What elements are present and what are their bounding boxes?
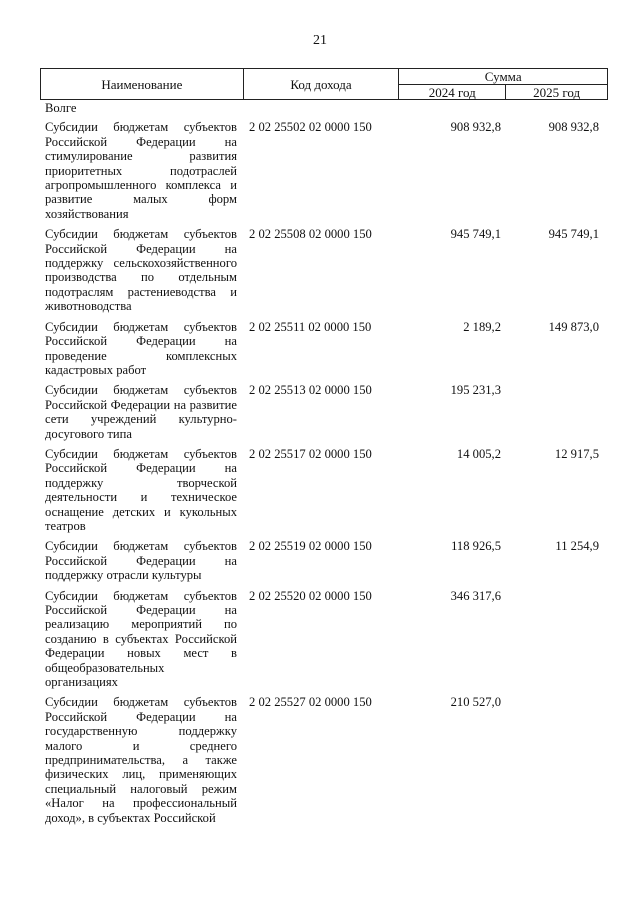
header-year-2025: 2025 год <box>506 85 608 100</box>
row-2025 <box>501 589 599 690</box>
table-header <box>40 68 608 100</box>
row-name: Субсидии бюджетам субъектов Российской Федерации на развитие сети учреждений культурно-досугового типа <box>45 383 237 441</box>
row-2025: 12 917,5 <box>554 446 599 461</box>
table-row <box>45 120 605 221</box>
row-2025: 945 749,1 <box>548 227 599 242</box>
header-sum: Сумма <box>399 69 608 85</box>
header-name: Наименование <box>41 69 244 100</box>
page-number: 21 <box>313 33 327 48</box>
row-code: 2 02 25519 02 0000 150 <box>249 539 372 554</box>
table-row <box>45 447 605 533</box>
row-2024: 14 005,2 <box>456 446 501 461</box>
row-name: Субсидии бюджетам субъектов Российской Федерации на реализацию мероприятий по созданию в субъектах Российской Федерации новых мест в общеобразовательных организациях <box>45 588 237 690</box>
row-code: 2 02 25517 02 0000 150 <box>249 446 372 461</box>
row-code: 2 02 25513 02 0000 150 <box>249 383 372 398</box>
row-2024: 118 926,5 <box>451 539 501 554</box>
row-name: Субсидии бюджетам субъектов Российской Федерации на поддержку сельскохозяйственного производства по отдельным подотраслям растениеводства и животноводства <box>45 227 237 314</box>
row-name: Субсидии бюджетам субъектов Российской Федерации на стимулирование развития приоритетных подотраслей агропромышленного комплекса и развитие малых форм хозяйствования <box>45 120 237 221</box>
row-name: Субсидии бюджетам субъектов Российской Федерации на государственную поддержку малого и среднего предпринимательства, а также физических лиц, применяющих специальный налоговый режим «Налог на профессиональный доход», в субъектах Российской <box>45 695 237 825</box>
row-2025: 908 932,8 <box>548 120 599 135</box>
table-row <box>45 383 605 441</box>
table-row <box>45 695 605 825</box>
continuation-text: Волге <box>45 101 77 115</box>
header-year-2024: 2024 год <box>399 85 506 100</box>
row-name: Субсидии бюджетам субъектов Российской Федерации на проведение комплексных кадастровых работ <box>45 319 237 377</box>
row-2024: 2 189,2 <box>463 319 501 334</box>
row-name: Субсидии бюджетам субъектов Российской Федерации на поддержку творческой деятельности и техническое оснащение детских и кукольных театров <box>45 446 237 533</box>
row-2025 <box>501 383 599 441</box>
table-row <box>45 320 605 378</box>
row-code: 2 02 25511 02 0000 150 <box>249 319 372 334</box>
row-code: 2 02 25508 02 0000 150 <box>249 227 372 242</box>
continuation-row <box>45 101 605 115</box>
table-row <box>45 589 605 690</box>
row-code: 2 02 25520 02 0000 150 <box>249 588 372 603</box>
table-row <box>45 539 605 582</box>
table-body <box>45 101 605 831</box>
row-2024: 945 749,1 <box>450 227 501 242</box>
row-2025 <box>501 695 599 825</box>
row-2024: 908 932,8 <box>450 120 501 135</box>
row-2024: 210 527,0 <box>450 695 501 710</box>
row-2024: 195 231,3 <box>450 383 501 398</box>
row-code: 2 02 25502 02 0000 150 <box>249 120 372 135</box>
row-name: Субсидии бюджетам субъектов Российской Федерации на поддержку отрасли культуры <box>45 539 237 583</box>
table-row <box>45 227 605 313</box>
row-2025: 11 254,9 <box>555 539 599 554</box>
row-2025: 149 873,0 <box>548 319 599 334</box>
header-code: Код дохода <box>243 69 399 100</box>
row-2024: 346 317,6 <box>450 588 501 603</box>
row-code: 2 02 25527 02 0000 150 <box>249 695 372 710</box>
